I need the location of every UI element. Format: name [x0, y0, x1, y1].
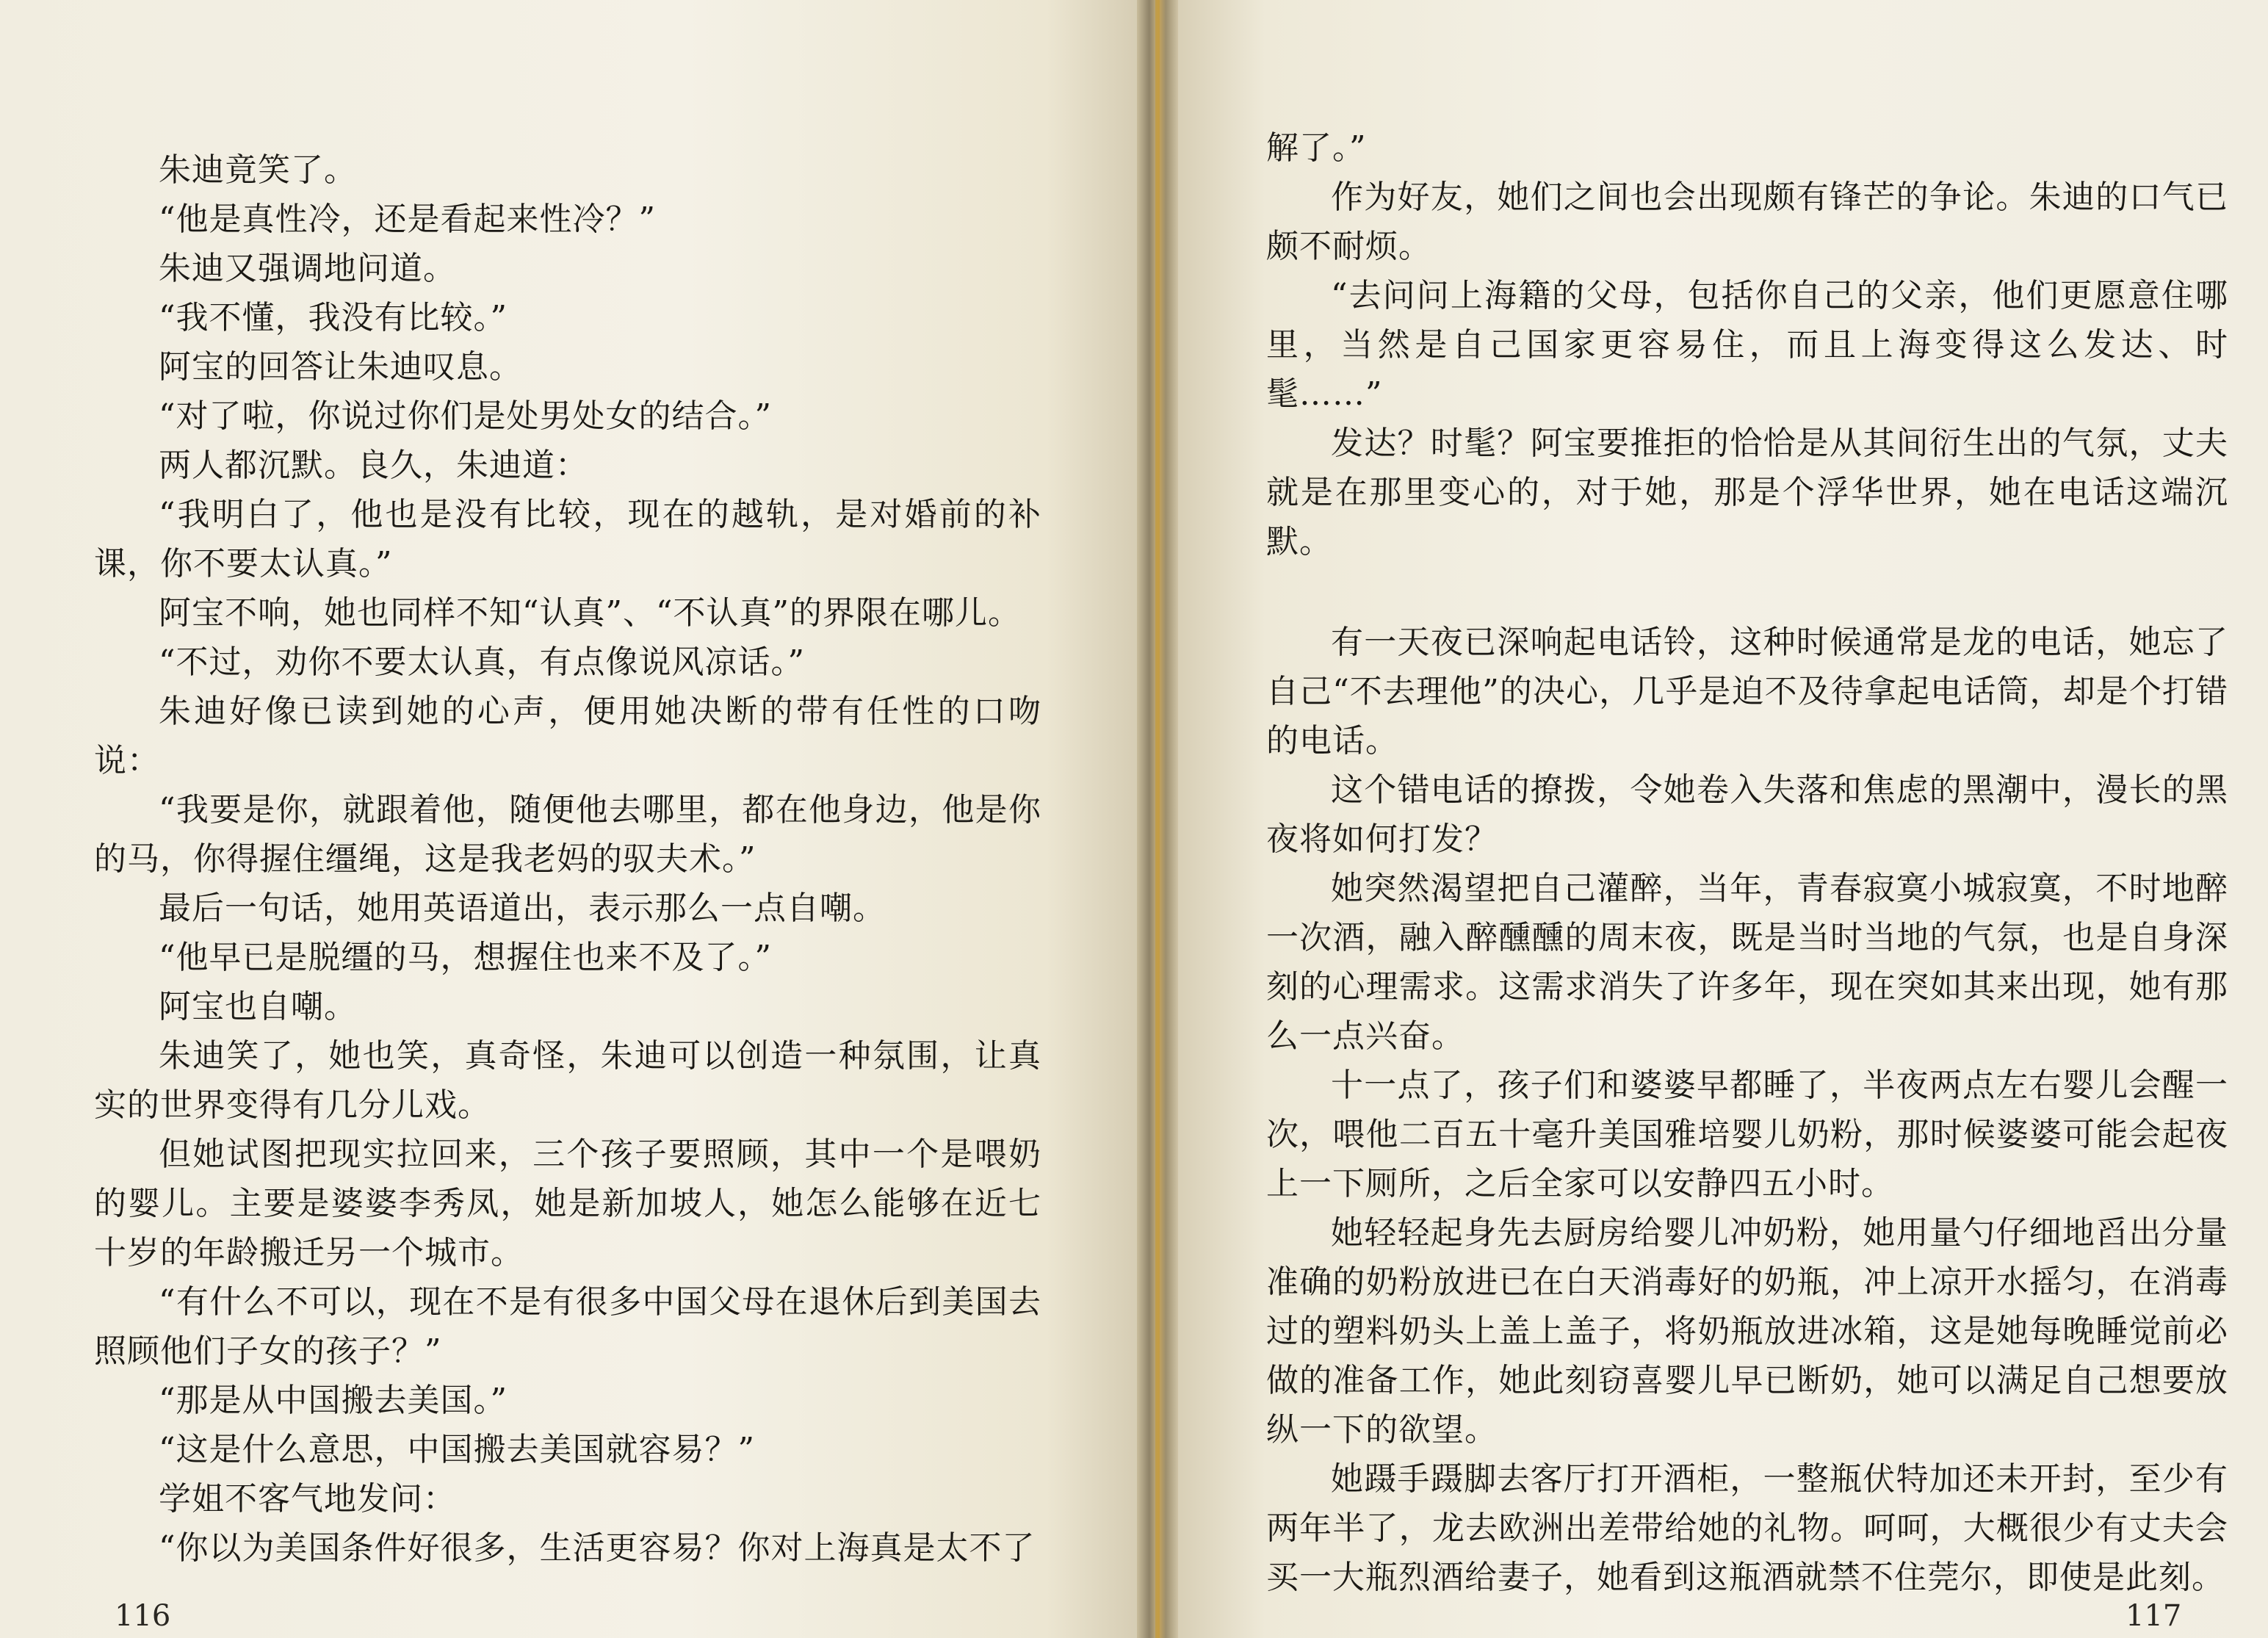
- paragraph: “这是什么意思，中国搬去美国就容易？”: [159, 1431, 755, 1468]
- paragraph: “他早已是脱缰的马，想握住也来不及了。”: [159, 939, 772, 976]
- paragraph: “我要是你，就跟着他，随便他去哪里，都在他身边，他是你的马，你得握住缰绳，这是我老妈的驭夫术。”: [94, 791, 1041, 878]
- paragraph: 朱迪好像已读到她的心声，便用她决断的带有任性的口吻说：: [94, 693, 1041, 779]
- paragraph: 发达？时髦？阿宝要推拒的恰恰是从其间衍生出的气氛，丈夫就是在那里变心的，对于她，那是个浮华世界，她在电话这端沉默。: [1266, 425, 2228, 560]
- paragraph: 阿宝也自嘲。: [159, 988, 357, 1025]
- paragraph: 朱迪又强调地问道。: [159, 250, 456, 287]
- paragraph: 学姐不客气地发问：: [159, 1480, 456, 1518]
- paragraph: “那是从中国搬去美国。”: [159, 1382, 508, 1419]
- paragraph: “我明白了，他也是没有比较，现在的越轨，是对婚前的补课，你不要太认真。”: [94, 496, 1041, 582]
- page-number: 117: [2126, 1599, 2182, 1633]
- paragraph: “他是真性冷，还是看起来性冷？”: [159, 201, 656, 238]
- paragraph: 她蹑手蹑脚去客厅打开酒柜，一整瓶伏特加还未开封，至少有两年半了，龙去欧洲出差带给她的礼物。呵呵，大概很少有丈夫会买一大瓶烈酒给妻子，她看到这瓶酒就禁不住莞尔，即使是此刻。: [1266, 1460, 2228, 1596]
- paragraph: “去问问上海籍的父母，包括你自己的父亲，他们更愿意住哪里，当然是自己国家更容易住，而且上海变得这么发达、时髦……”: [1266, 277, 2228, 413]
- paragraph: “对了啦，你说过你们是处男处女的结合。”: [159, 397, 772, 435]
- paragraph: 但她试图把现实拉回来，三个孩子要照顾，其中一个是喂奶的婴儿。主要是婆婆李秀凤，她是新加坡人，她怎么能够在近七十岁的年龄搬迁另一个城市。: [94, 1136, 1041, 1271]
- paragraph: “你以为美国条件好很多，生活更容易？你对上海真是太不了: [159, 1529, 1036, 1567]
- paragraph: 她突然渴望把自己灌醉，当年，青春寂寞小城寂寞，不时地醉一次酒，融入醉醺醺的周末夜，既是当时当地的气氛，也是自身深刻的心理需求。这需求消失了许多年，现在突如其来出现，她有那么一点兴奋。: [1266, 870, 2228, 1055]
- paragraph: 阿宝不响，她也同样不知“认真”、“不认真”的界限在哪儿。: [159, 594, 1021, 632]
- paragraph: 最后一句话，她用英语道出，表示那么一点自嘲。: [159, 890, 886, 927]
- binding-edge: [1155, 0, 1160, 1638]
- paragraph: 有一天夜已深响起电话铃，这种时候通常是龙的电话，她忘了自己“不去理他”的决心，几乎是迫不及待拿起电话筒，却是个打错的电话。: [1266, 624, 2228, 760]
- paragraph: 这个错电话的撩拨，令她卷入失落和焦虑的黑潮中，漫长的黑夜将如何打发？: [1266, 771, 2228, 858]
- right-page: [1178, 0, 2268, 1638]
- paragraph: 两人都沉默。良久，朱迪道：: [159, 447, 588, 484]
- paragraph: 朱迪竟笑了。: [159, 151, 357, 189]
- paragraph: 十一点了，孩子们和婆婆早都睡了，半夜两点左右婴儿会醒一次，喂他二百五十毫升美国雅培婴儿奶粉，那时候婆婆可能会起夜上一下厕所，之后全家可以安静四五小时。: [1266, 1067, 2228, 1202]
- paragraph: 她轻轻起身先去厨房给婴儿冲奶粉，她用量勺仔细地舀出分量准确的奶粉放进已在白天消毒好的奶瓶，冲上凉开水摇匀，在消毒过的塑料奶头上盖上盖子，将奶瓶放进冰箱，这是她每晚睡觉前必做的准备工作，她此刻窃喜婴儿早已断奶，她可以满足自己想要放纵一下的欲望。: [1266, 1214, 2228, 1448]
- right-page-body: [1266, 123, 2228, 1602]
- paragraph: “有什么不可以，现在不是有很多中国父母在退休后到美国去照顾他们子女的孩子？”: [94, 1283, 1041, 1370]
- paragraph: 解了。”: [1266, 129, 1367, 167]
- section-break: [1266, 566, 2228, 618]
- page-number: 116: [115, 1599, 171, 1633]
- paragraph: “我不懂，我没有比较。”: [159, 299, 508, 336]
- left-page-body: [94, 145, 1041, 1573]
- paragraph: 作为好友，她们之间也会出现颇有锋芒的争论。朱迪的口气已颇不耐烦。: [1266, 178, 2228, 265]
- paragraph: “不过，劝你不要太认真，有点像说风凉话。”: [159, 643, 805, 681]
- paragraph: 阿宝的回答让朱迪叹息。: [159, 348, 522, 386]
- paragraph: 朱迪笑了，她也笑，真奇怪，朱迪可以创造一种氛围，让真实的世界变得有几分儿戏。: [94, 1037, 1041, 1124]
